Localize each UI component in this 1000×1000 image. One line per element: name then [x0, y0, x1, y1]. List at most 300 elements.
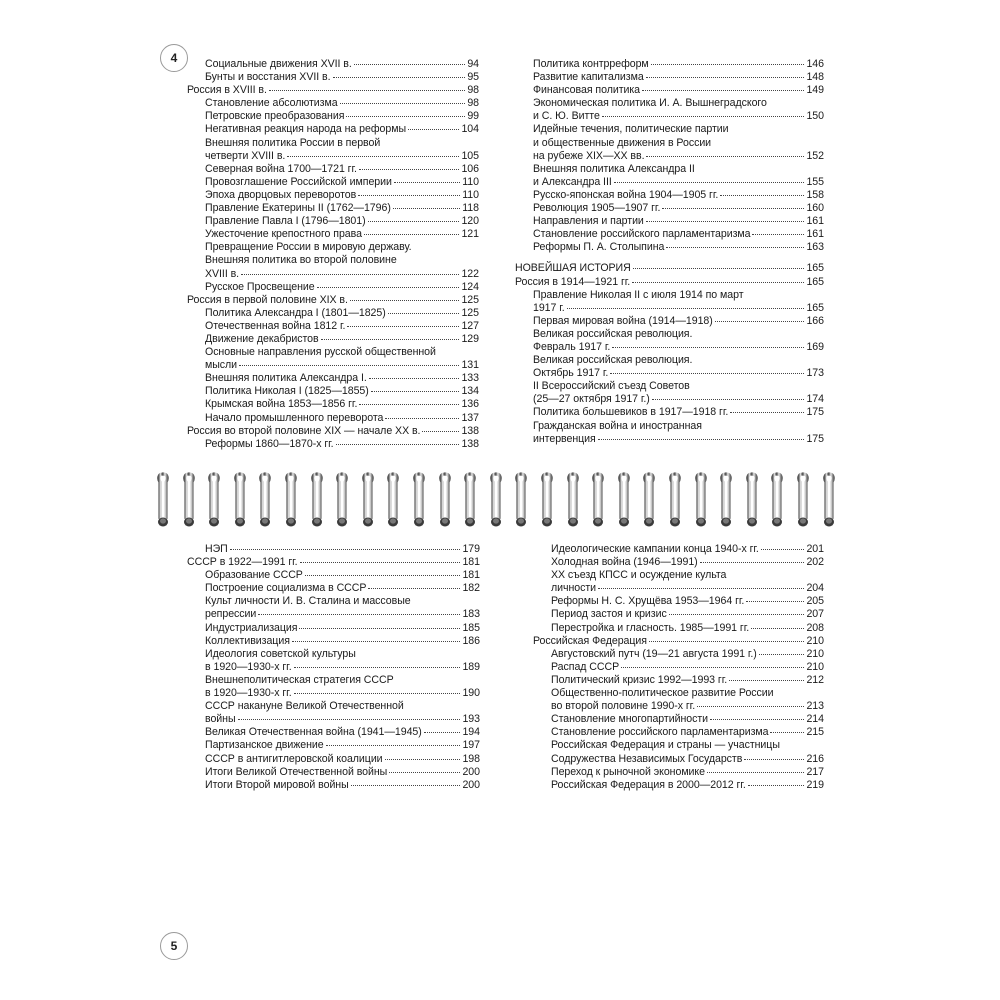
toc-entry-page: 202	[806, 556, 824, 569]
toc-entry-page: 149	[806, 84, 824, 97]
dot-leader	[336, 444, 460, 445]
toc-entry-page: 200	[462, 778, 480, 791]
toc-entry-title: Августовский путч (19—21 августа 1991 г.)	[551, 647, 757, 660]
toc-entry-title: Итоги Второй мировой войны	[205, 778, 349, 791]
dot-leader	[720, 195, 804, 196]
toc-entry	[515, 393, 824, 406]
dot-leader	[642, 90, 804, 91]
dot-leader	[710, 719, 804, 720]
toc-entry	[515, 215, 824, 228]
toc-entry	[187, 71, 479, 84]
dot-leader	[300, 562, 461, 563]
spiral-ring	[617, 470, 631, 528]
toc-entry-page: 134	[461, 385, 479, 398]
toc-entry-title: XX съезд КПСС и осуждение культа	[551, 569, 727, 582]
toc-entry-title: интервенция	[533, 432, 596, 445]
spiral-ring	[642, 470, 656, 528]
toc-entry-title: Итоги Великой Отечественной войны	[205, 765, 388, 778]
page-number-bottom: 5	[160, 932, 188, 960]
dot-leader	[351, 785, 461, 786]
dot-leader	[730, 412, 804, 413]
toc-entry-title: XVIII в.	[205, 267, 240, 280]
toc-entry-title: Гражданская война и иностранная	[533, 419, 702, 432]
toc-entry-title: Великая Отечественная война (1941—1945)	[205, 726, 422, 739]
dot-leader	[422, 431, 459, 432]
toc-entry-title: Становление многопартийности	[551, 713, 709, 726]
toc-entry	[187, 189, 479, 202]
spiral-ring	[591, 470, 605, 528]
toc-entry-page: 193	[462, 713, 480, 726]
toc-entry	[187, 726, 480, 739]
toc-entry-page: 208	[806, 621, 824, 634]
toc-entry-title: войны	[205, 713, 236, 726]
toc-entry-title: Русско-японская война 1904—1905 гг.	[533, 188, 719, 201]
dot-leader	[230, 549, 461, 550]
toc-section-heading	[187, 294, 479, 307]
toc-entry-page: 185	[462, 621, 480, 634]
toc-entry	[515, 315, 824, 328]
toc-entry-page: 110	[462, 188, 479, 201]
spiral-ring	[438, 470, 452, 528]
toc-entry-page: 129	[461, 332, 479, 345]
toc-entry-page: 125	[461, 306, 479, 319]
toc-entry-title: Движение декабристов	[205, 332, 319, 345]
dot-leader	[385, 418, 459, 419]
dot-leader	[748, 785, 805, 786]
toc-entry	[187, 661, 480, 674]
dot-leader	[707, 772, 804, 773]
toc-entry	[187, 753, 480, 766]
toc-entry-page: 210	[806, 647, 824, 660]
toc-entry-page: 204	[806, 582, 824, 595]
toc-entry-title: Великая российская революция.	[533, 354, 693, 367]
toc-entry-title: Внешняя политика России в первой	[205, 136, 381, 149]
toc-entry	[533, 569, 824, 582]
toc-entry-title: Внешняя политика Александра I.	[205, 372, 367, 385]
dot-leader	[669, 614, 805, 615]
toc-entry-page: 190	[462, 687, 480, 700]
toc-section-heading	[187, 84, 479, 97]
toc-section-heading	[515, 276, 824, 289]
toc-entry	[187, 582, 480, 595]
dot-leader	[746, 601, 804, 602]
dot-leader	[715, 321, 805, 322]
toc-entry-title: Северная война 1700—1721 гг.	[205, 162, 357, 175]
toc-entry-page: 182	[462, 582, 480, 595]
toc-entry	[533, 779, 824, 792]
toc-entry	[187, 202, 479, 215]
dot-leader	[299, 628, 460, 629]
toc-entry-page: 183	[462, 608, 480, 621]
toc-entry-title: Социальные движения XVII в.	[205, 58, 352, 70]
toc-entry-title: Крымская война 1853—1856 гг.	[205, 398, 358, 411]
toc-column-bottom-left	[187, 543, 480, 792]
toc-entry-title: Холодная война (1946—1991)	[551, 556, 698, 569]
toc-entry	[187, 320, 479, 333]
toc-entry-title: СССР в 1922—1991 гг.	[187, 556, 298, 569]
toc-entry-page: 175	[806, 406, 824, 419]
toc-entry-title: Становление абсолютизма	[205, 97, 338, 110]
toc-entry-page: 146	[806, 58, 824, 70]
toc-entry	[187, 674, 480, 687]
toc-entry-title: Политика Александра I (1801—1825)	[205, 306, 386, 319]
toc-entry	[515, 189, 824, 202]
toc-entry-page: 181	[462, 556, 480, 569]
toc-entry-title: Отечественная война 1812 г.	[205, 319, 346, 332]
toc-entry	[515, 137, 824, 150]
toc-entry-page: 125	[461, 293, 479, 306]
toc-entry-page: 161	[806, 215, 824, 228]
toc-entry-page: 205	[806, 595, 824, 608]
toc-entry-title: Период застоя и кризис	[551, 608, 667, 621]
toc-entry-page: 163	[806, 241, 824, 254]
toc-entry-title: 1917 г.	[533, 301, 565, 314]
toc-entry-title: Россия в 1914—1921 гг.	[515, 275, 631, 288]
toc-entry-page: 219	[806, 778, 824, 791]
toc-entry	[515, 150, 824, 163]
toc-entry-title: Направления и партии	[533, 215, 644, 228]
toc-entry	[533, 753, 824, 766]
toc-entry-title: НЭП	[205, 543, 228, 555]
toc-entry	[187, 110, 479, 123]
dot-leader	[424, 732, 461, 733]
toc-entry-title: Идеологические кампании конца 1940-х гг.	[551, 543, 759, 555]
dot-leader	[358, 195, 460, 196]
dot-leader	[393, 208, 460, 209]
toc-entry	[187, 137, 479, 150]
toc-entry	[515, 341, 824, 354]
spiral-ring	[719, 470, 733, 528]
dot-leader	[292, 641, 461, 642]
toc-entry-title: Перестройка и гласность. 1985—1991 гг.	[551, 621, 750, 634]
toc-entry	[187, 163, 479, 176]
toc-entry-page: 186	[462, 634, 480, 647]
toc-entry-page: 150	[806, 110, 824, 123]
toc-entry	[187, 713, 480, 726]
toc-entry	[515, 202, 824, 215]
toc-entry-title: Распад СССР	[551, 660, 620, 673]
toc-entry-title: Реформы Н. С. Хрущёва 1953—1964 гг.	[551, 595, 745, 608]
toc-entry	[515, 406, 824, 419]
dot-leader	[294, 693, 461, 694]
spiral-ring	[284, 470, 298, 528]
toc-entry-page: 106	[461, 162, 479, 175]
toc-entry	[515, 289, 824, 302]
toc-entry	[187, 608, 480, 621]
dot-leader	[697, 706, 804, 707]
dot-leader	[350, 300, 460, 301]
toc-entry-page: 160	[806, 202, 824, 215]
toc-entry-title: Общественно-политическое развитие России	[551, 687, 774, 700]
dot-leader	[369, 378, 460, 379]
toc-entry	[515, 176, 824, 189]
dot-leader	[389, 772, 460, 773]
toc-entry-title: (25—27 октября 1917 г.)	[533, 393, 650, 406]
toc-entry-title: Становление российского парламентаризма	[551, 726, 769, 739]
dot-leader	[359, 404, 459, 405]
toc-entry-page: 136	[461, 398, 479, 411]
toc-entry-title: Первая мировая война (1914—1918)	[533, 314, 713, 327]
toc-entry-title: Правление Павла I (1796—1801)	[205, 215, 366, 228]
toc-entry-page: 165	[806, 301, 824, 314]
dot-leader	[598, 588, 804, 589]
toc-entry-title: Внешняя политика во второй половине	[205, 254, 397, 267]
toc-entry	[187, 254, 479, 267]
toc-entry	[187, 372, 479, 385]
toc-entry	[187, 58, 479, 71]
dot-leader	[646, 77, 805, 78]
toc-entry-title: в 1920—1930-х гг.	[205, 660, 292, 673]
toc-entry-title: СССР в антигитлеровской коалиции	[205, 752, 383, 765]
toc-entry-page: 166	[806, 314, 824, 327]
toc-entry-page: 194	[462, 726, 480, 739]
toc-entry-page: 155	[806, 175, 824, 188]
toc-entry-title: Превращение России в мировую державу.	[205, 241, 412, 254]
toc-section-heading	[187, 556, 480, 569]
toc-entry-title: Эпоха дворцовых переворотов	[205, 188, 357, 201]
toc-entry	[187, 766, 480, 779]
toc-entry-title: репрессии	[205, 608, 257, 621]
toc-entry-title: НОВЕЙШАЯ ИСТОРИЯ	[515, 262, 631, 275]
toc-entry	[187, 385, 479, 398]
dot-leader	[761, 549, 805, 550]
dot-leader	[744, 759, 804, 760]
dot-leader	[408, 129, 459, 130]
spiral-binding	[150, 470, 850, 530]
toc-entry-page: 127	[461, 319, 479, 332]
spiral-ring	[310, 470, 324, 528]
dot-leader	[759, 654, 805, 655]
toc-entry-title: Русское Просвещение	[205, 280, 315, 293]
toc-entry-title: СССР накануне Великой Отечественной	[205, 700, 404, 713]
dot-leader	[258, 614, 460, 615]
toc-entry	[533, 595, 824, 608]
toc-entry-page: 124	[461, 280, 479, 293]
toc-entry-title: Российская Федерация	[533, 634, 647, 647]
toc-entry	[533, 608, 824, 621]
toc-entry-page: 122	[461, 267, 479, 280]
toc-entry	[187, 215, 479, 228]
toc-entry	[515, 71, 824, 84]
spiral-ring	[386, 470, 400, 528]
toc-entry-page: 189	[462, 660, 480, 673]
toc-entry-page: 98	[467, 97, 479, 110]
toc-entry-title: Ужесточение крепостного права	[205, 228, 362, 241]
toc-entry-page: 216	[806, 752, 824, 765]
dot-leader	[368, 588, 460, 589]
dot-leader	[602, 116, 805, 117]
dot-leader	[632, 282, 804, 283]
toc-entry-title: Внешнеполитическая стратегия СССР	[205, 673, 394, 686]
toc-entry-page: 165	[806, 262, 824, 275]
toc-entry	[187, 241, 479, 254]
toc-entry-title: Начало промышленного переворота	[205, 411, 384, 424]
spiral-ring	[540, 470, 554, 528]
spiral-ring	[233, 470, 247, 528]
toc-entry	[515, 302, 824, 315]
toc-entry	[187, 543, 480, 556]
toc-entry	[533, 687, 824, 700]
toc-entry	[515, 110, 824, 123]
toc-entry	[187, 398, 479, 411]
toc-entry	[533, 622, 824, 635]
toc-entry-title: Образование СССР	[205, 569, 303, 582]
toc-column-top-left	[187, 58, 479, 451]
dot-leader	[614, 182, 805, 183]
toc-entry-title: Российская Федерация в 2000—2012 гг.	[551, 778, 746, 791]
page-number-top: 4	[160, 44, 188, 72]
dot-leader	[700, 562, 805, 563]
toc-entry-title: Правление Екатерины II (1762—1796)	[205, 202, 391, 215]
dot-leader	[610, 373, 804, 374]
dot-leader	[333, 77, 466, 78]
toc-entry	[187, 635, 480, 648]
dot-leader	[388, 313, 460, 314]
spiral-ring	[412, 470, 426, 528]
toc-entry-title: Содружества Независимых Государств	[551, 752, 743, 765]
toc-entry	[533, 556, 824, 569]
toc-entry-page: 121	[461, 228, 479, 241]
toc-entry	[187, 739, 480, 752]
toc-entry	[515, 123, 824, 136]
dot-leader	[269, 90, 465, 91]
toc-entry-title: Становление российского парламентаризма	[533, 228, 751, 241]
toc-entry-page: 138	[461, 424, 479, 437]
toc-entry-title: в 1920—1930-х гг.	[205, 687, 292, 700]
toc-entry-title: Партизанское движение	[205, 739, 324, 752]
toc-entry-title: на рубеже XIX—XX вв.	[533, 149, 645, 162]
toc-entry-page: 200	[462, 765, 480, 778]
toc-entry-page: 105	[461, 149, 479, 162]
toc-entry-title: Индустриализация	[205, 621, 298, 634]
toc-entry-title: Коллективизация	[205, 634, 290, 647]
toc-entry	[187, 438, 479, 451]
dot-leader	[326, 745, 461, 746]
dot-leader	[652, 399, 805, 400]
toc-entry	[187, 97, 479, 110]
dot-leader	[371, 391, 460, 392]
toc-entry-page: 131	[461, 359, 479, 372]
dot-leader	[612, 347, 804, 348]
toc-entry-page: 179	[462, 543, 480, 555]
toc-entry	[187, 150, 479, 163]
toc-entry-title: Построение социализма в СССР	[205, 582, 367, 595]
toc-entry-page: 210	[806, 634, 824, 647]
toc-entry-page: 213	[806, 700, 824, 713]
dot-leader	[662, 208, 804, 209]
toc-entry-page: 133	[461, 372, 479, 385]
toc-entry	[187, 779, 480, 792]
dot-leader	[770, 732, 804, 733]
toc-entry-page: 152	[806, 149, 824, 162]
toc-entry	[533, 648, 824, 661]
toc-entry	[515, 354, 824, 367]
toc-entry	[533, 543, 824, 556]
toc-entry-page: 173	[806, 367, 824, 380]
toc-entry-page: 99	[467, 110, 479, 123]
toc-entry	[515, 97, 824, 110]
toc-entry	[515, 420, 824, 433]
toc-entry	[187, 333, 479, 346]
toc-entry-page: 120	[461, 215, 479, 228]
toc-entry	[515, 380, 824, 393]
dot-leader	[649, 641, 805, 642]
spiral-ring	[668, 470, 682, 528]
dot-leader	[354, 64, 466, 65]
spiral-ring	[770, 470, 784, 528]
toc-entry-page: 98	[467, 84, 479, 97]
toc-entry-page: 158	[806, 188, 824, 201]
toc-entry-title: Политика Николая I (1825—1855)	[205, 385, 369, 398]
dot-leader	[346, 116, 465, 117]
toc-entry-title: мысли	[205, 359, 238, 372]
toc-entry-title: Политика большевиков в 1917—1918 гг.	[533, 406, 729, 419]
toc-entry-title: Октябрь 1917 г.	[533, 367, 609, 380]
spiral-ring	[745, 470, 759, 528]
dot-leader	[340, 103, 466, 104]
dot-leader	[359, 169, 460, 170]
toc-entry-page: 201	[806, 543, 824, 555]
toc-entry	[187, 700, 480, 713]
spiral-ring	[258, 470, 272, 528]
toc-entry-title: II Всероссийский съезд Советов	[533, 380, 690, 393]
dot-leader	[567, 308, 805, 309]
toc-entry-page: 95	[467, 71, 479, 84]
toc-entry-title: Революция 1905—1907 гг.	[533, 202, 661, 215]
dot-leader	[364, 234, 460, 235]
dot-leader	[394, 182, 460, 183]
dot-leader	[385, 759, 461, 760]
toc-entry-title: Внешняя политика Александра II	[533, 162, 695, 175]
toc-entry	[187, 281, 479, 294]
toc-section-heading	[533, 635, 824, 648]
toc-entry	[515, 328, 824, 341]
toc-entry-title: Экономическая политика И. А. Вышнеградского	[533, 97, 767, 110]
toc-entry	[187, 687, 480, 700]
spiral-ring	[182, 470, 196, 528]
toc-entry-title: личности	[551, 582, 597, 595]
spiral-ring	[514, 470, 528, 528]
toc-entry	[187, 307, 479, 320]
toc-entry	[533, 766, 824, 779]
dot-leader	[238, 719, 461, 720]
toc-entry-title: Переход к рыночной экономике	[551, 765, 705, 778]
toc-entry-page: 215	[806, 726, 824, 739]
toc-entry-title: Правление Николая II с июля 1914 по март	[533, 288, 744, 301]
toc-entry-title: Россия в первой половине XIX в.	[187, 293, 348, 306]
toc-entry-title: Негативная реакция народа на реформы	[205, 123, 407, 136]
toc-entry	[187, 268, 479, 281]
toc-entry	[515, 163, 824, 176]
toc-entry	[533, 726, 824, 739]
toc-entry-title: и С. Ю. Витте	[533, 110, 600, 123]
dot-leader	[666, 247, 804, 248]
toc-entry	[187, 648, 480, 661]
dot-leader	[729, 680, 804, 681]
dot-leader	[317, 287, 460, 288]
toc-entry-page: 214	[806, 713, 824, 726]
toc-entry	[515, 58, 824, 71]
toc-entry-title: Идеология советской культуры	[205, 647, 356, 660]
toc-column-top-right	[515, 58, 824, 446]
dot-leader	[294, 667, 461, 668]
spiral-ring	[156, 470, 170, 528]
dot-leader	[752, 234, 804, 235]
toc-entry-page: 207	[806, 608, 824, 621]
toc-entry-title: Культ личности И. В. Сталина и массовые	[205, 595, 411, 608]
toc-entry-page: 165	[806, 275, 824, 288]
toc-entry-page: 210	[806, 660, 824, 673]
